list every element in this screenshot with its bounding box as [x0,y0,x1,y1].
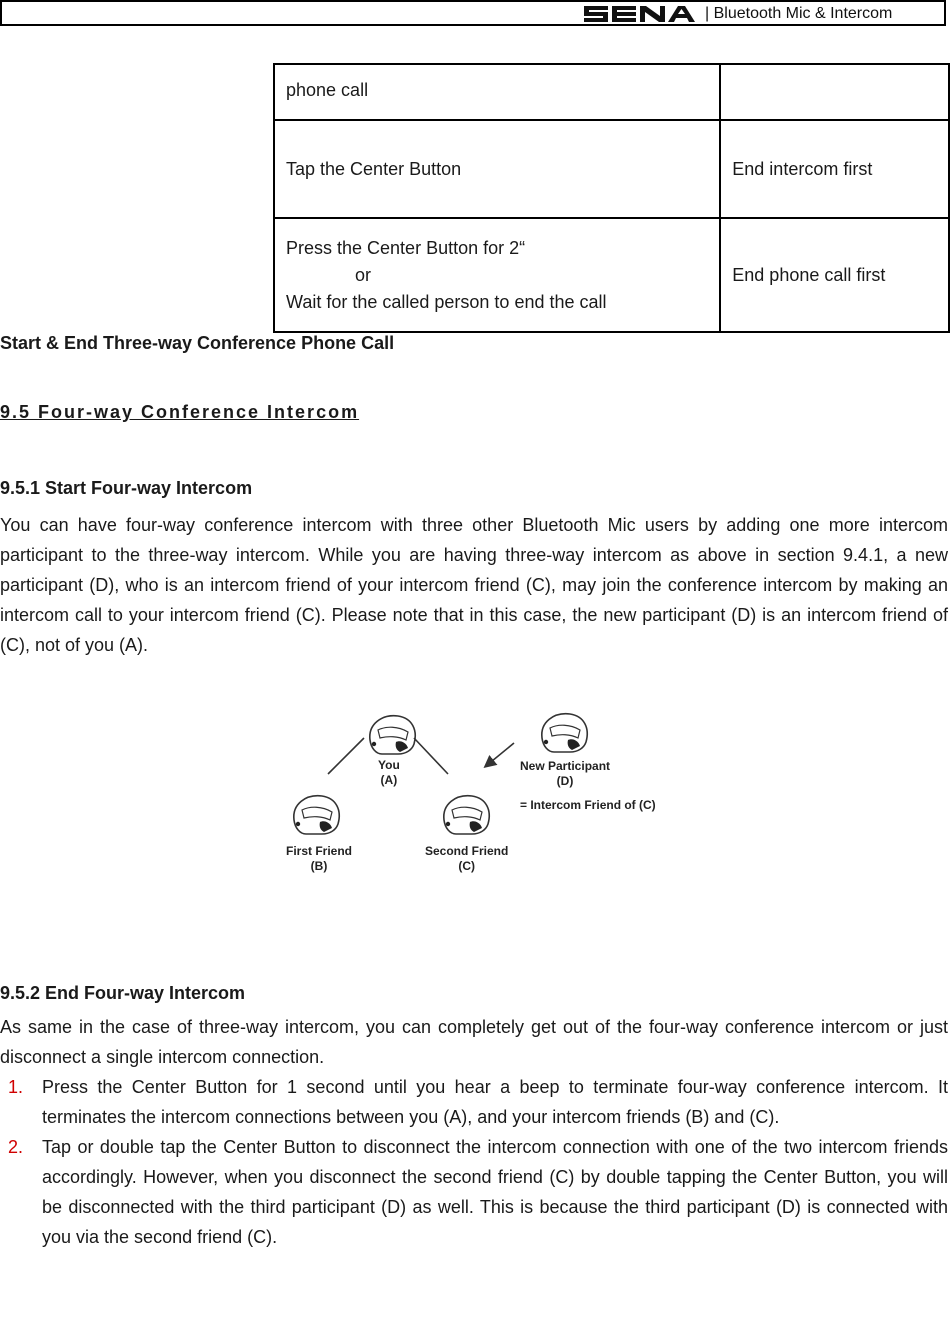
table-row [274,64,949,120]
header-title: | Bluetooth Mic & Intercom [705,5,893,22]
action-text: Tap the Center Button [286,158,462,179]
page-header [0,0,946,26]
link-a-b [328,738,364,774]
action-text: Press the Center Button for 2“ [286,237,526,258]
note-cell [720,120,949,218]
sena-logo-icon [582,3,702,25]
note-cell [720,218,949,332]
link-a-c [414,738,448,774]
label-first-friend: First Friend (B) [286,844,353,873]
helmet-icon-new-participant [542,714,587,752]
sena-logo [582,2,702,26]
list-item [0,1072,948,1132]
end-steps-list [0,1072,948,1252]
note-text: End phone call first [732,264,886,285]
action-cell [274,218,720,332]
action-cell [274,120,720,218]
link-d-c-arrow [486,743,514,766]
label-you: You (A) [378,758,400,787]
note-cell [720,64,949,120]
step-text: Press the Center Button for 1 second until you hear a beep to terminate four-way conference intercom. It terminates the intercom connections between you (A), and your intercom friends (B) and (C). [42,1077,948,1127]
end-paragraph: As same in the case of three-way intercom, you can completely get out of the four-way conference intercom or just disconnect a single intercom connection. [0,1017,948,1067]
four-way-intercom-diagram [280,708,680,883]
action-text-or: or [355,264,372,285]
table-row [274,120,949,218]
action-text: phone call [286,80,369,100]
list-item [0,1132,948,1252]
label-intercom-friend-note: = Intercom Friend of (C) [520,798,656,812]
action-cell [274,64,720,120]
step-number: 1. [8,1077,24,1097]
subsection-heading-start: 9.5.1 Start Four-way Intercom [0,478,253,498]
subsection-heading-end: 9.5.2 End Four-way Intercom [0,983,246,1003]
section-title: 9.5 Four-way Conference Intercom [0,402,360,422]
table-row [274,218,949,332]
step-text: Tap or double tap the Center Button to disconnect the intercom connection with one of the two intercom friends accordingly. However, when you disconnect the second friend (C) by double tapping the Center Button, you will be disconnected with the third participant (D) as well. This is because the third participant (D) is connected with you via the second friend (C). [42,1137,948,1247]
helmet-icon-you [370,716,415,754]
action-text: Wait for the called person to end the call [286,291,607,312]
label-new-participant: New Participant (D) [520,759,611,788]
note-text: End intercom first [732,158,873,179]
label-second-friend: Second Friend (C) [425,844,509,873]
call-action-table [273,63,950,333]
start-paragraph: You can have four-way conference intercom with three other Bluetooth Mic users by adding one more intercom participant to the three-way intercom. While you are having three-way intercom as above in section 9.4.1, a new participant (D), who is an intercom friend of your intercom friend (C), may join the conference intercom by making an intercom call to your intercom friend (C). Please note that in this case, the new participant (D) is an intercom friend of (C), not of you (A). [0,515,948,655]
step-number: 2. [8,1137,24,1157]
table-caption: Start & End Three-way Conference Phone Call [0,333,395,353]
helmet-icon-second-friend [444,796,489,834]
helmet-icon-first-friend [294,796,339,834]
